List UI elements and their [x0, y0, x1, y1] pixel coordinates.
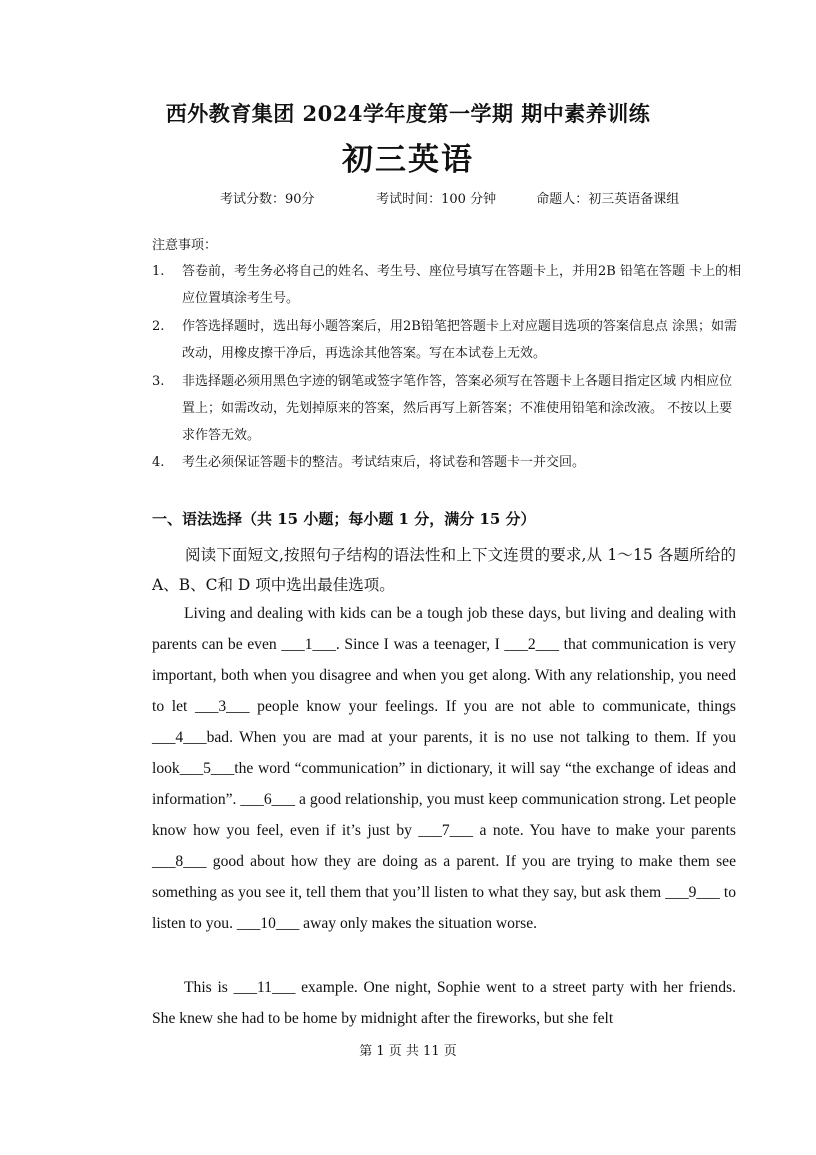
note-number: 4. [152, 455, 165, 470]
note-item [152, 258, 742, 312]
passage-paragraph: This is ___11___ example. One night, Sophie went to a street party with her friends. She knew she had to be home by midnight after the fireworks, but she felt [152, 979, 736, 1027]
note-number: 2. [152, 319, 165, 334]
note-item [152, 368, 742, 449]
notes-title: 注意事项： [152, 238, 218, 253]
note-number: 1. [152, 264, 165, 279]
note-text: 答卷前，考生务必将自己的姓名、考生号、座位号填写在答题卡上，并用2B 铅笔在答题 卡上的相应位置填涂考生号。 [182, 264, 742, 306]
note-number: 3. [152, 374, 165, 389]
exam-author: 命题人：初三英语备课组 [536, 192, 680, 207]
section-instruction: 阅读下面短文,按照句子结构的语法性和上下文连贯的要求,从 1～15 各题所给的 A、B、C和 D 项中选出最佳选项。 [152, 546, 736, 594]
subject-title: 初三英语 [342, 142, 474, 178]
note-item [152, 313, 742, 367]
note-text: 非选择题必须用黑色字迹的钢笔或签字笔作答，答案必须写在答题卡上各题目指定区域 内相应位置上；如需改动，先划掉原来的答案，然后再写上新答案；不准使用铅笔和涂改液。 不按以上要求作答无效。 [182, 374, 733, 443]
exam-score: 考试分数：90分 [220, 192, 315, 207]
exam-time: 考试时间：100 分钟 [376, 192, 497, 207]
exam-title: 西外教育集团 2024学年度第一学期 期中素养训练 [165, 101, 651, 126]
exam-meta [220, 188, 679, 207]
note-text: 作答选择题时，选出每小题答案后，用2B铅笔把答题卡上对应题目选项的答案信息点 涂黑；如需改动，用橡皮擦干净后，再选涂其他答案。写在本试卷上无效。 [182, 319, 737, 361]
section-heading: 一、语法选择（共 15 小题；每小题 1 分，满分 15 分） [152, 510, 536, 528]
passage-paragraph: Living and dealing with kids can be a tough job these days, but living and dealing with parents can be even ___1___. Since I was a teenager, I ___2___ that communication is very important, both when you disagree and when you get along. With any relationship, you need to let ___3___ people know your feelings. If you are not able to communicate, things ___4___bad. When you are mad at your parents, it is no use not talking to them. If you look___5___the word “communication” in dictionary, it will say “the exchange of ideas and information”. ___6___ a good relationship, you must keep communication strong. Let people know how you feel, even if it’s just by ___7___ a note. You have to make your parents ___8___ good about how they are doing as a parent. If you are trying to make them see something as you see it, tell them that you’ll listen to what they say, but ask them ___9___ to listen to you. ___10___ away only makes the situation worse. [152, 605, 736, 932]
note-item [152, 449, 742, 476]
note-text: 考生必须保证答题卡的整洁。考试结束后，将试卷和答题卡一并交回。 [182, 455, 586, 470]
page-number: 第 1 页 共 11 页 [359, 1044, 457, 1059]
